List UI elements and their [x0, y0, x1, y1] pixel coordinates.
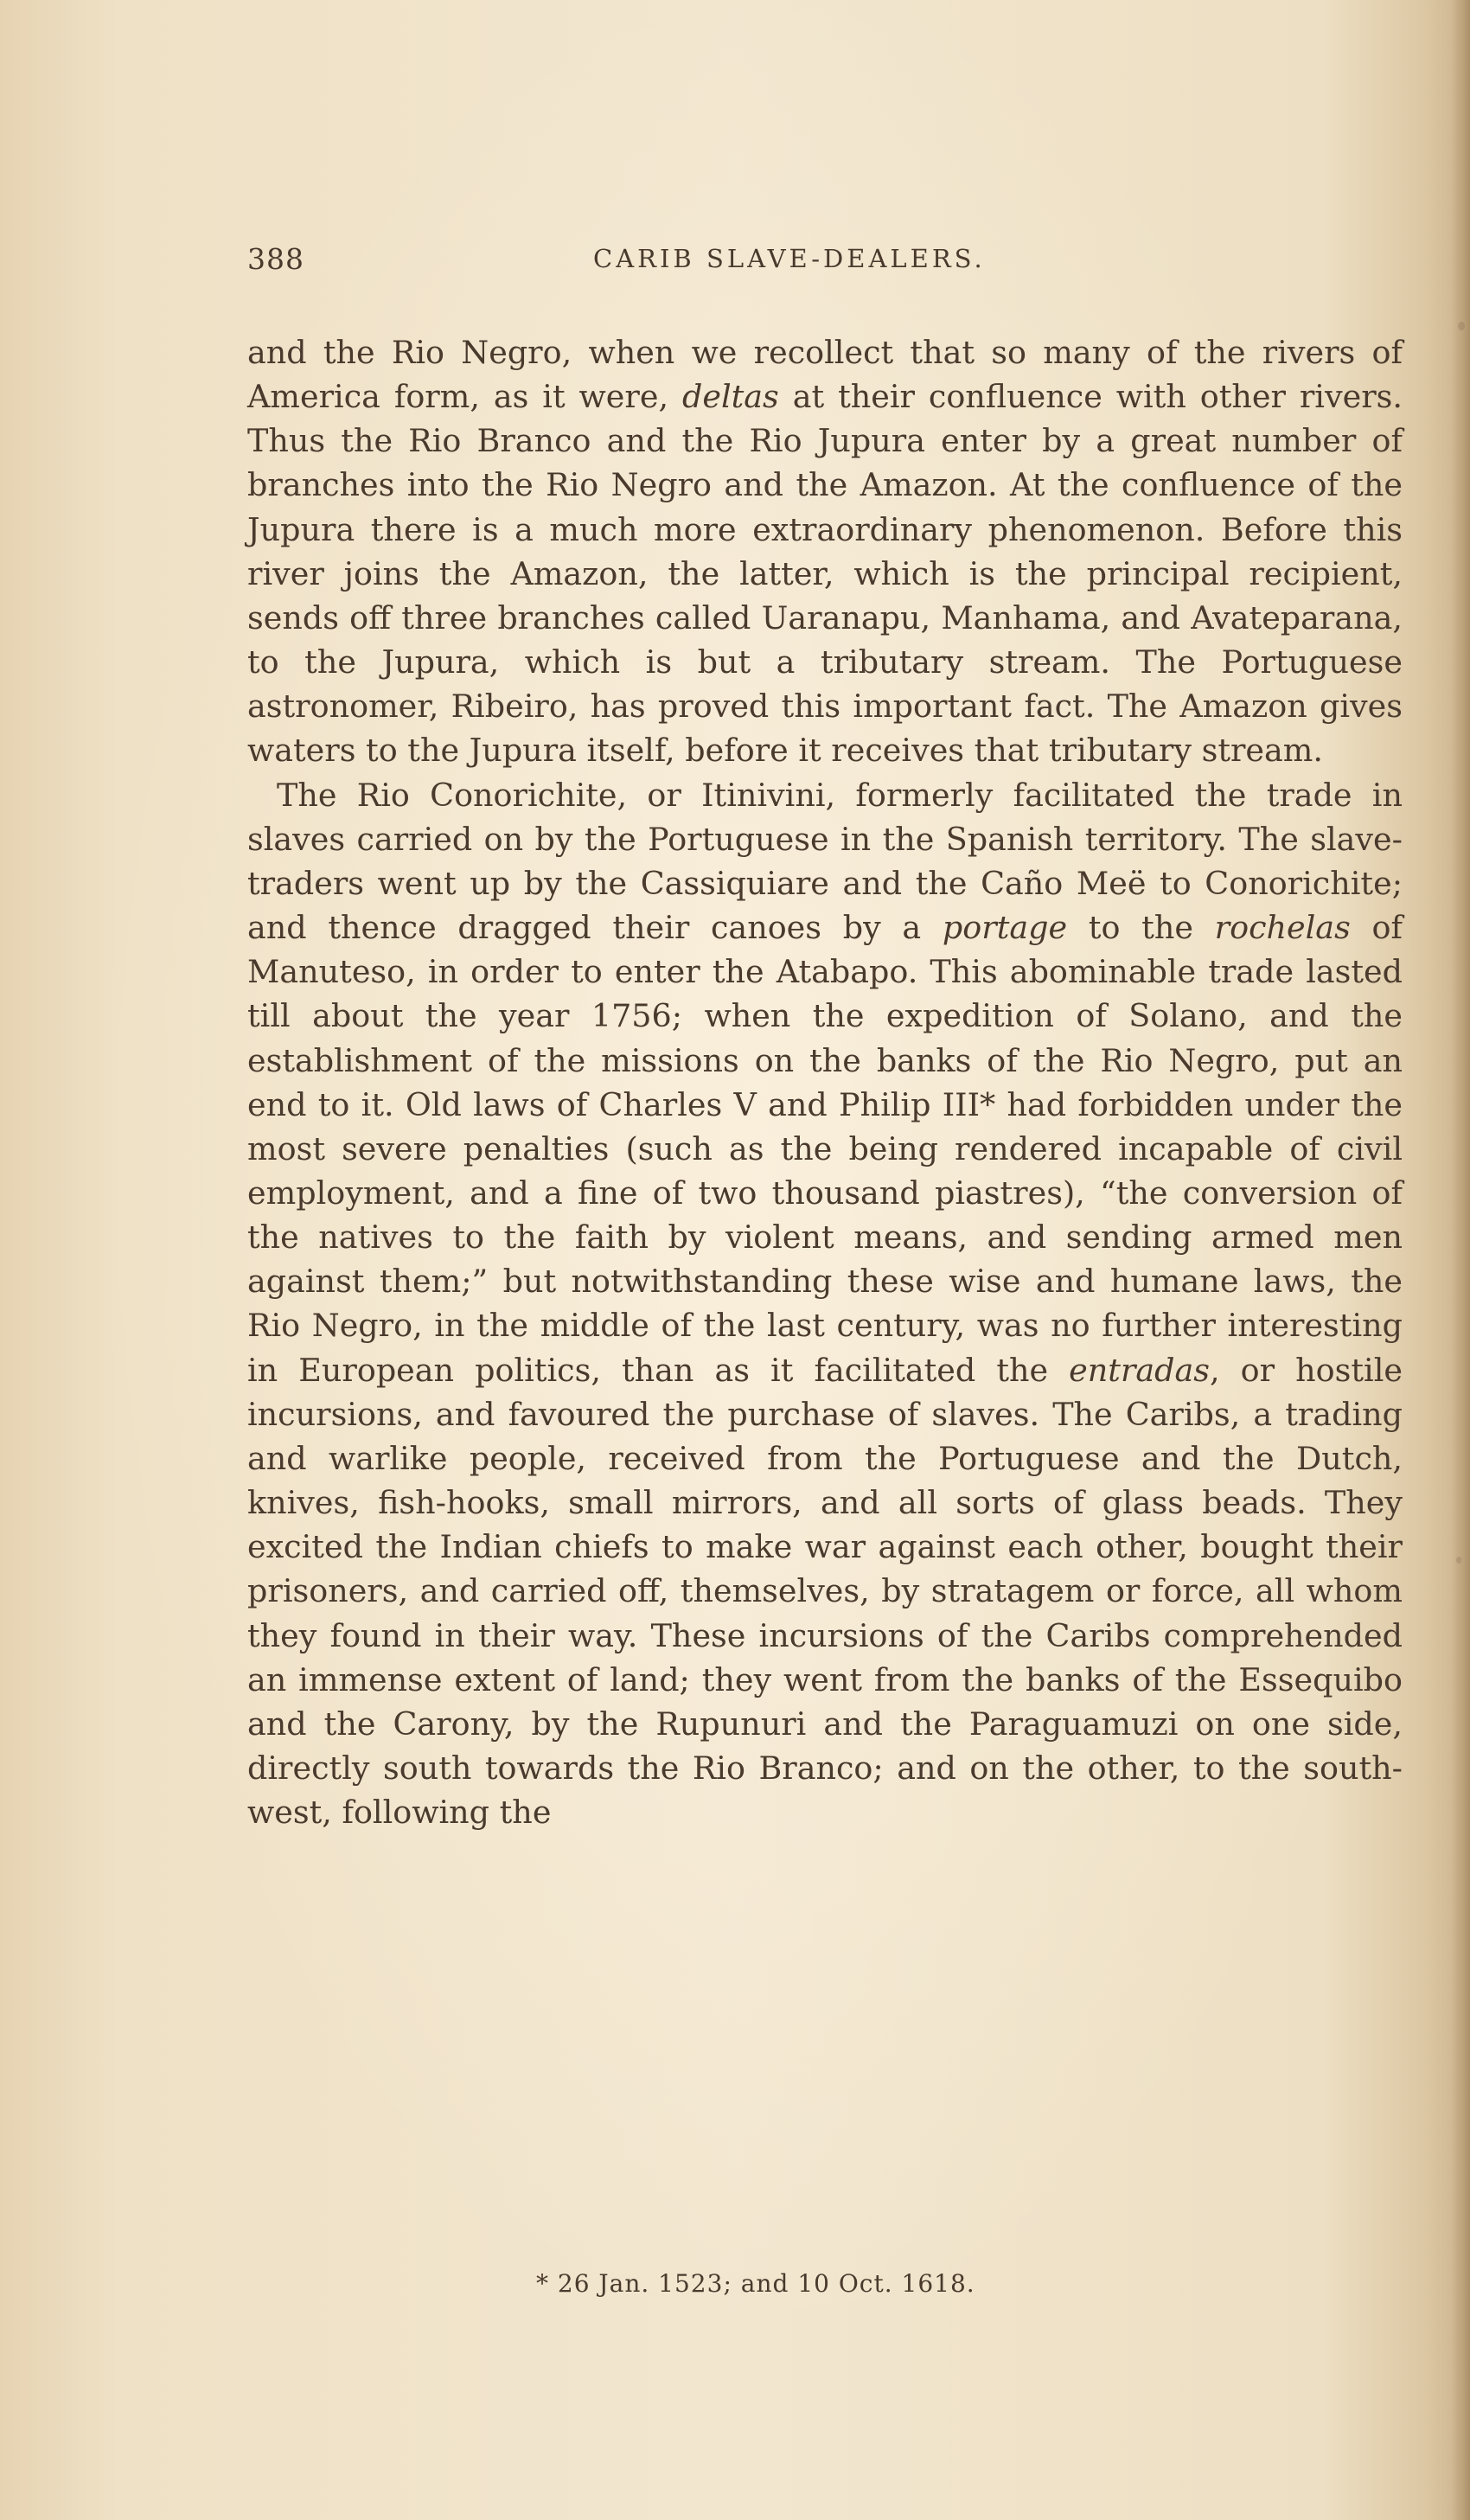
ink-speck: [1456, 1557, 1461, 1564]
body-text: [247, 330, 1403, 1834]
italic-term: deltas: [681, 378, 779, 416]
ink-speck: [1458, 322, 1465, 330]
paragraph-2-text: of Manuteso, in order to enter the Atabapo. This abominable trade lasted till about the year 1756; when the expedition of Solano, and the establishment of the missions on the banks of the Rio Negro, put an end to it. Old laws of Charles V and Philip III* had forbidden under the most severe penalties (such as the being rendered incapable of civil employment, and a fine of two thousand piastres), “the conversion of the natives to the faith by violent means, and sending armed men against them;” but notwithstanding these wise and humane laws, the Rio Negro, in the middle of the last century, was no further interesting in European politics, than as it facilitated the: [247, 909, 1403, 1389]
paragraph-2-text: to the: [1067, 909, 1215, 947]
paragraph-1-text: and the Rio Negro, when we recollect that so many of the rivers of America form, as it were,: [247, 334, 1403, 416]
page-number: 388: [247, 242, 304, 276]
running-header: [247, 242, 1403, 280]
page-edge-shadow: [1451, 0, 1470, 2520]
italic-term: rochelas: [1214, 909, 1351, 947]
italic-term: portage: [942, 909, 1068, 947]
paragraph-2-text: The Rio Conorichite, or Itinivini, formerly facilitated the trade in slaves carried on by the Portuguese in the Spanish territory. The slave-traders went up by the Cassiquiare and the Caño Meë to Conorichite; and thence dragged their canoes by a: [247, 776, 1403, 947]
paragraph-1: [247, 330, 1403, 773]
paragraph-1-text: at their confluence with other rivers. Thus the Rio Branco and the Rio Jupura enter by a great number of branches into the Rio Negro and the Amazon. At the confluence of the Jupura there is a much more extraordinary phenomenon. Before this river joins the Amazon, the latter, which is the principal recipient, sends off three branches called Uaranapu, Manhama, and Avateparana, to the Jupura, which is but a tributary stream. The Portuguese astronomer, Ribeiro, has proved this important fact. The Amazon gives waters to the Jupura itself, before it receives that tributary stream.: [247, 378, 1403, 770]
paragraph-2: [247, 773, 1403, 1835]
paragraph-2-text: , or hostile incursions, and favoured the purchase of slaves. The Caribs, a trading and warlike people, received from the Portuguese and the Dutch, knives, fish-hooks, small mirrors, and all sorts of glass beads. They excited the Indian chiefs to make war against each other, bought their prisoners, and carried off, themselves, by stratagem or force, all whom they found in their way. These incursions of the Caribs comprehended an immense extent of land; they went from the banks of the Essequibo and the Carony, by the Rupunuri and the Paraguamuzi on one side, directly south towards the Rio Branco; and on the other, to the south-west, following the: [247, 1351, 1403, 1832]
running-title: CARIB SLAVE-DEALERS.: [593, 244, 986, 273]
footnote: * 26 Jan. 1523; and 10 Oct. 1618.: [536, 2269, 975, 2298]
italic-term: entradas: [1069, 1351, 1211, 1389]
